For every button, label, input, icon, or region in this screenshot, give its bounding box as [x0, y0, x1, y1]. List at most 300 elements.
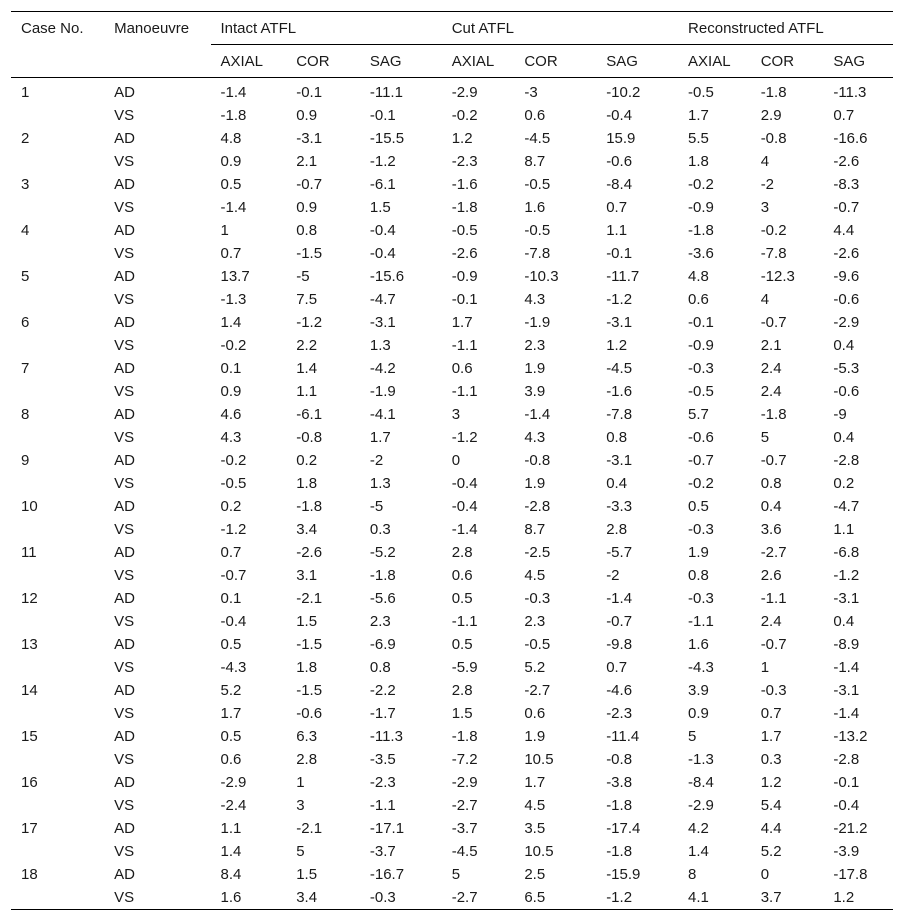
manoeuvre-cell: VS [114, 199, 135, 216]
value-cell: 0.1 [220, 590, 242, 607]
value-cell: -2.6 [296, 544, 323, 561]
value-cell: 0.3 [760, 751, 782, 768]
value-cell: -0.7 [760, 636, 787, 653]
table-row [11, 403, 893, 426]
manoeuvre-cell: VS [114, 705, 135, 722]
value-cell: -8.4 [606, 176, 633, 193]
value-cell: -0.2 [451, 107, 478, 124]
value-cell: 4.8 [220, 130, 242, 147]
value-cell: 0.9 [220, 153, 242, 170]
header-spacer [104, 45, 210, 78]
manoeuvre-cell: VS [114, 291, 135, 308]
case-number-cell: 11 [21, 544, 37, 561]
value-cell: 0.8 [369, 659, 391, 676]
value-cell: 3.1 [296, 567, 318, 584]
value-cell: -3 [524, 84, 538, 101]
value-cell: 4.5 [524, 797, 546, 814]
value-cell: -1.4 [220, 199, 247, 216]
value-cell: 0.6 [220, 751, 242, 768]
value-cell: 4 [760, 153, 770, 170]
value-cell: 1.5 [296, 866, 318, 883]
value-cell: -1.8 [688, 222, 714, 239]
value-cell: 2.9 [760, 107, 782, 124]
value-cell: -1.6 [606, 383, 633, 400]
value-cell: -5.9 [451, 659, 478, 676]
value-cell: -1.4 [833, 659, 860, 676]
value-cell: 0.8 [688, 567, 709, 584]
value-cell: 1.4 [688, 843, 709, 860]
value-cell: -0.4 [606, 107, 633, 124]
value-cell: 3 [451, 406, 461, 423]
value-cell: 1.3 [369, 475, 391, 492]
value-cell: -0.6 [606, 153, 633, 170]
value-cell: 1.2 [760, 774, 782, 791]
value-cell: -4.7 [369, 291, 396, 308]
case-number-cell: 8 [21, 406, 30, 423]
value-cell: -0.1 [451, 291, 478, 308]
subheader-sag: SAG [360, 45, 442, 78]
value-cell: -0.3 [760, 682, 787, 699]
value-cell: 1.2 [451, 130, 473, 147]
value-cell: 0.4 [606, 475, 628, 492]
value-cell: -1.4 [524, 406, 551, 423]
case-number-cell: 16 [21, 774, 38, 791]
value-cell: -0.9 [688, 199, 714, 216]
value-cell: -21.2 [833, 820, 868, 837]
manoeuvre-cell: VS [114, 567, 135, 584]
value-cell: -1.8 [369, 567, 396, 584]
value-cell: 0.8 [296, 222, 318, 239]
value-cell: 0.7 [606, 659, 628, 676]
value-cell: -0.7 [220, 567, 247, 584]
value-cell: 6.3 [296, 728, 318, 745]
case-number-cell [11, 426, 104, 449]
value-cell: 0.1 [220, 360, 242, 377]
value-cell: 4.3 [524, 429, 546, 446]
value-cell: 1.7 [760, 728, 782, 745]
value-cell: 0.7 [606, 199, 628, 216]
case-number-cell: 7 [21, 360, 30, 377]
value-cell: -0.5 [524, 176, 551, 193]
value-cell: 0.4 [833, 613, 855, 630]
table-row [11, 886, 893, 910]
value-cell: -1.9 [524, 314, 551, 331]
case-number-cell [11, 242, 104, 265]
value-cell: -0.6 [833, 291, 860, 308]
value-cell: -2.9 [220, 774, 247, 791]
value-cell: -2.9 [451, 84, 478, 101]
manoeuvre-cell: AD [114, 590, 135, 607]
value-cell: 0.5 [220, 636, 242, 653]
value-cell: -3.7 [451, 820, 478, 837]
value-cell: -2.7 [760, 544, 787, 561]
value-cell: 0 [451, 452, 461, 469]
value-cell: -7.2 [451, 751, 478, 768]
case-number-cell: 9 [21, 452, 30, 469]
case-number-cell [11, 702, 104, 725]
case-number-cell [11, 334, 104, 357]
table-row [11, 104, 893, 127]
value-cell: -0.7 [296, 176, 323, 193]
value-cell: -0.8 [296, 429, 323, 446]
manoeuvre-cell: AD [114, 452, 135, 469]
table-row [11, 242, 893, 265]
table-row [11, 840, 893, 863]
value-cell: -0.3 [524, 590, 551, 607]
table-row [11, 495, 893, 518]
value-cell: -0.8 [606, 751, 633, 768]
value-cell: -1.8 [760, 406, 787, 423]
manoeuvre-cell: AD [114, 130, 135, 147]
value-cell: -0.9 [451, 268, 478, 285]
value-cell: 2.8 [606, 521, 628, 538]
value-cell: -9.8 [606, 636, 633, 653]
value-cell: 8.7 [524, 153, 546, 170]
value-cell: 5 [688, 728, 697, 745]
value-cell: -0.2 [760, 222, 787, 239]
case-number-cell [11, 150, 104, 173]
value-cell: -17.1 [369, 820, 405, 837]
value-cell: -16.6 [833, 130, 868, 147]
value-cell: 0.2 [833, 475, 855, 492]
value-cell: -2.1 [296, 820, 323, 837]
value-cell: -0.3 [688, 590, 714, 607]
value-cell: 4.1 [678, 886, 751, 910]
value-cell: -1.4 [606, 590, 633, 607]
value-cell: -1.8 [606, 843, 633, 860]
value-cell: -0.7 [760, 314, 787, 331]
value-cell: 3.4 [296, 521, 318, 538]
value-cell: 1.7 [451, 314, 473, 331]
value-cell: 1.8 [688, 153, 709, 170]
value-cell: 1.6 [524, 199, 546, 216]
manoeuvre-cell: AD [114, 222, 135, 239]
value-cell: 0.5 [688, 498, 709, 515]
value-cell: -0.4 [451, 475, 478, 492]
manoeuvre-cell: AD [114, 84, 135, 101]
value-cell: 1.4 [220, 314, 242, 331]
value-cell: 2.1 [760, 337, 782, 354]
value-cell: 2.5 [524, 866, 546, 883]
table-row [11, 150, 893, 173]
value-cell: 3 [760, 199, 770, 216]
manoeuvre-cell: AD [114, 636, 135, 653]
value-cell: -2.9 [688, 797, 714, 814]
value-cell: 8 [688, 866, 697, 883]
value-cell: 4.3 [220, 429, 242, 446]
value-cell: -4.5 [524, 130, 551, 147]
value-cell: -0.1 [296, 84, 323, 101]
value-cell: -1.1 [451, 337, 478, 354]
value-cell: 4.5 [524, 567, 546, 584]
value-cell: 3.9 [524, 383, 546, 400]
manoeuvre-cell: VS [114, 153, 135, 170]
value-cell: 0.4 [833, 429, 855, 446]
value-cell: 3.9 [688, 682, 709, 699]
case-number-cell [11, 380, 104, 403]
kinematics-table [11, 11, 893, 910]
case-number-cell: 6 [21, 314, 30, 331]
value-cell: -16.7 [369, 866, 405, 883]
table-row [11, 587, 893, 610]
subheader-sag: SAG [823, 45, 893, 78]
manoeuvre-cell: VS [104, 886, 210, 910]
value-cell: 3.4 [286, 886, 360, 910]
value-cell: 0.7 [220, 544, 242, 561]
table-row [11, 863, 893, 886]
value-cell: -1.1 [451, 383, 478, 400]
value-cell: -0.2 [688, 176, 714, 193]
value-cell: 2.8 [451, 682, 473, 699]
value-cell: -1.8 [296, 498, 323, 515]
value-cell: -1.7 [369, 705, 396, 722]
value-cell: -6.8 [833, 544, 860, 561]
value-cell: 0.3 [369, 521, 391, 538]
manoeuvre-cell: AD [114, 866, 135, 883]
value-cell: -2.3 [451, 153, 478, 170]
value-cell: -8.4 [688, 774, 714, 791]
table-row [11, 173, 893, 196]
subheader-axial: AXIAL [442, 45, 515, 78]
value-cell: -7.8 [524, 245, 551, 262]
value-cell: -10.2 [606, 84, 641, 101]
value-cell: -1.5 [296, 636, 323, 653]
case-number-cell: 18 [21, 866, 38, 883]
value-cell: -2.5 [524, 544, 551, 561]
group-header-intact: Intact ATFL [211, 12, 442, 45]
value-cell: -0.4 [369, 222, 396, 239]
value-cell: -5.6 [369, 590, 396, 607]
value-cell: 1.4 [220, 843, 242, 860]
table-row [11, 725, 893, 748]
value-cell: -2.3 [369, 774, 396, 791]
value-cell: -2.6 [833, 153, 860, 170]
value-cell: 1.1 [606, 222, 628, 239]
value-cell: -1.5 [296, 245, 323, 262]
case-number-cell [11, 886, 104, 910]
value-cell: 0.9 [296, 199, 318, 216]
table-row [11, 518, 893, 541]
case-number-cell [11, 748, 104, 771]
value-cell: -0.2 [220, 452, 247, 469]
value-cell: 3 [296, 797, 305, 814]
value-cell: -1.4 [833, 705, 860, 722]
value-cell: 0.8 [760, 475, 782, 492]
value-cell: 1.1 [220, 820, 242, 837]
value-cell: -3.6 [688, 245, 714, 262]
value-cell: -2 [369, 452, 384, 469]
value-cell: -0.5 [220, 475, 247, 492]
value-cell: -7.8 [760, 245, 787, 262]
value-cell: 4 [760, 291, 770, 308]
value-cell: -1.2 [296, 314, 323, 331]
case-number-cell [11, 610, 104, 633]
value-cell: 2.8 [451, 544, 473, 561]
value-cell: -13.2 [833, 728, 868, 745]
group-header-reconstructed: Reconstructed ATFL [678, 12, 893, 45]
value-cell: 1.9 [688, 544, 709, 561]
table-row [11, 357, 893, 380]
value-cell: -1.2 [451, 429, 478, 446]
value-cell: 1.2 [823, 886, 893, 910]
value-cell: -12.3 [760, 268, 795, 285]
value-cell: -1.9 [369, 383, 396, 400]
value-cell: 2.4 [760, 613, 782, 630]
value-cell: -0.7 [606, 613, 633, 630]
value-cell: 1.7 [524, 774, 546, 791]
table-row [11, 288, 893, 311]
table-row [11, 771, 893, 794]
value-cell: 0.5 [220, 176, 242, 193]
value-cell: 1.8 [296, 659, 318, 676]
value-cell: -0.7 [760, 452, 787, 469]
manoeuvre-cell: VS [114, 751, 135, 768]
value-cell: -0.1 [606, 245, 633, 262]
value-cell: 0.5 [451, 636, 473, 653]
value-cell: 1.2 [606, 337, 628, 354]
value-cell: -0.4 [220, 613, 247, 630]
case-number-cell: 5 [21, 268, 30, 285]
value-cell: -9.6 [833, 268, 860, 285]
value-cell: 2.2 [296, 337, 318, 354]
value-cell: -0.5 [688, 84, 714, 101]
case-number-cell [11, 564, 104, 587]
value-cell: -1.8 [451, 728, 478, 745]
value-cell: -8.9 [833, 636, 860, 653]
value-cell: -3.7 [369, 843, 396, 860]
value-cell: -0.1 [833, 774, 860, 791]
value-cell: -15.6 [369, 268, 405, 285]
value-cell: -2.7 [524, 682, 551, 699]
value-cell: -11.1 [369, 84, 403, 101]
value-cell: -0.6 [688, 429, 714, 446]
value-cell: -5.2 [369, 544, 396, 561]
table-row [11, 219, 893, 242]
manoeuvre-cell: AD [114, 360, 135, 377]
manoeuvre-cell: VS [114, 843, 135, 860]
case-number-cell: 14 [21, 682, 38, 699]
manoeuvre-cell: VS [114, 107, 135, 124]
value-cell: -4.3 [220, 659, 247, 676]
value-cell: -0.4 [451, 498, 478, 515]
value-cell: 5.2 [760, 843, 782, 860]
case-number-cell: 2 [21, 130, 30, 147]
value-cell: 0.2 [296, 452, 318, 469]
value-cell: 5 [451, 866, 461, 883]
case-number-cell [11, 518, 104, 541]
value-cell: -3.9 [833, 843, 860, 860]
value-cell: 5.2 [524, 659, 546, 676]
value-cell: 0.6 [688, 291, 709, 308]
manoeuvre-cell: AD [114, 544, 135, 561]
value-cell: 5.4 [760, 797, 782, 814]
value-cell: -4.1 [369, 406, 396, 423]
value-cell: 0.4 [760, 498, 782, 515]
value-cell: -0.1 [688, 314, 714, 331]
value-cell: -3.1 [369, 314, 396, 331]
value-cell: 2.8 [296, 751, 318, 768]
value-cell: -1.8 [220, 107, 247, 124]
value-cell: -0.6 [833, 383, 860, 400]
value-cell: -0.9 [688, 337, 714, 354]
value-cell: 1 [296, 774, 305, 791]
value-cell: -0.3 [360, 886, 442, 910]
manoeuvre-cell: VS [114, 245, 135, 262]
value-cell: 4.2 [688, 820, 709, 837]
value-cell: -1.1 [760, 590, 787, 607]
value-cell: -3.3 [606, 498, 633, 515]
case-number-cell: 15 [21, 728, 38, 745]
manoeuvre-cell: VS [114, 383, 135, 400]
table-row [11, 449, 893, 472]
table-header [11, 12, 893, 78]
value-cell: -1.8 [760, 84, 787, 101]
value-cell: -17.4 [606, 820, 641, 837]
value-cell: 1.1 [833, 521, 855, 538]
value-cell: -3.5 [369, 751, 396, 768]
table-body [11, 78, 893, 910]
value-cell: -11.7 [606, 268, 640, 285]
value-cell: 0.5 [220, 728, 242, 745]
table-row [11, 78, 893, 105]
manoeuvre-cell: VS [114, 521, 135, 538]
value-cell: -4.3 [688, 659, 714, 676]
table-row [11, 541, 893, 564]
value-cell: 0 [760, 866, 770, 883]
value-cell: -1.5 [296, 682, 323, 699]
manoeuvre-cell: VS [114, 613, 135, 630]
value-cell: 4.3 [524, 291, 546, 308]
value-cell: 1.9 [524, 475, 546, 492]
value-cell: -0.7 [688, 452, 714, 469]
value-cell: -2.8 [833, 452, 860, 469]
value-cell: -1.8 [451, 199, 478, 216]
value-cell: 0.5 [451, 590, 473, 607]
value-cell: 0.4 [833, 337, 855, 354]
value-cell: 3.5 [524, 820, 546, 837]
value-cell: -10.3 [524, 268, 559, 285]
value-cell: -2 [606, 567, 620, 584]
value-cell: -1.3 [220, 291, 247, 308]
value-cell: 1.5 [296, 613, 318, 630]
manoeuvre-cell: VS [114, 475, 135, 492]
value-cell: 0.8 [606, 429, 628, 446]
manoeuvre-cell: AD [114, 268, 135, 285]
value-cell: -2.8 [524, 498, 551, 515]
value-cell: -3.8 [606, 774, 633, 791]
value-cell: 13.7 [220, 268, 250, 285]
value-cell: -1.4 [451, 521, 478, 538]
value-cell: -0.5 [451, 222, 478, 239]
value-cell: -2.8 [833, 751, 860, 768]
case-number-cell: 17 [21, 820, 38, 837]
value-cell: 0.6 [524, 107, 546, 124]
manoeuvre-cell: AD [114, 314, 135, 331]
value-cell: -0.4 [369, 245, 396, 262]
value-cell: -15.9 [606, 866, 641, 883]
value-cell: -2.2 [369, 682, 396, 699]
value-cell: -1.2 [606, 291, 633, 308]
case-number-cell: 4 [21, 222, 30, 239]
data-table-container [11, 11, 893, 910]
manoeuvre-cell: AD [114, 728, 135, 745]
value-cell: 15.9 [606, 130, 636, 147]
value-cell: 0.6 [451, 360, 473, 377]
case-number-cell: 12 [21, 590, 38, 607]
value-cell: -5 [369, 498, 384, 515]
table-row [11, 794, 893, 817]
value-cell: -6.1 [369, 176, 396, 193]
